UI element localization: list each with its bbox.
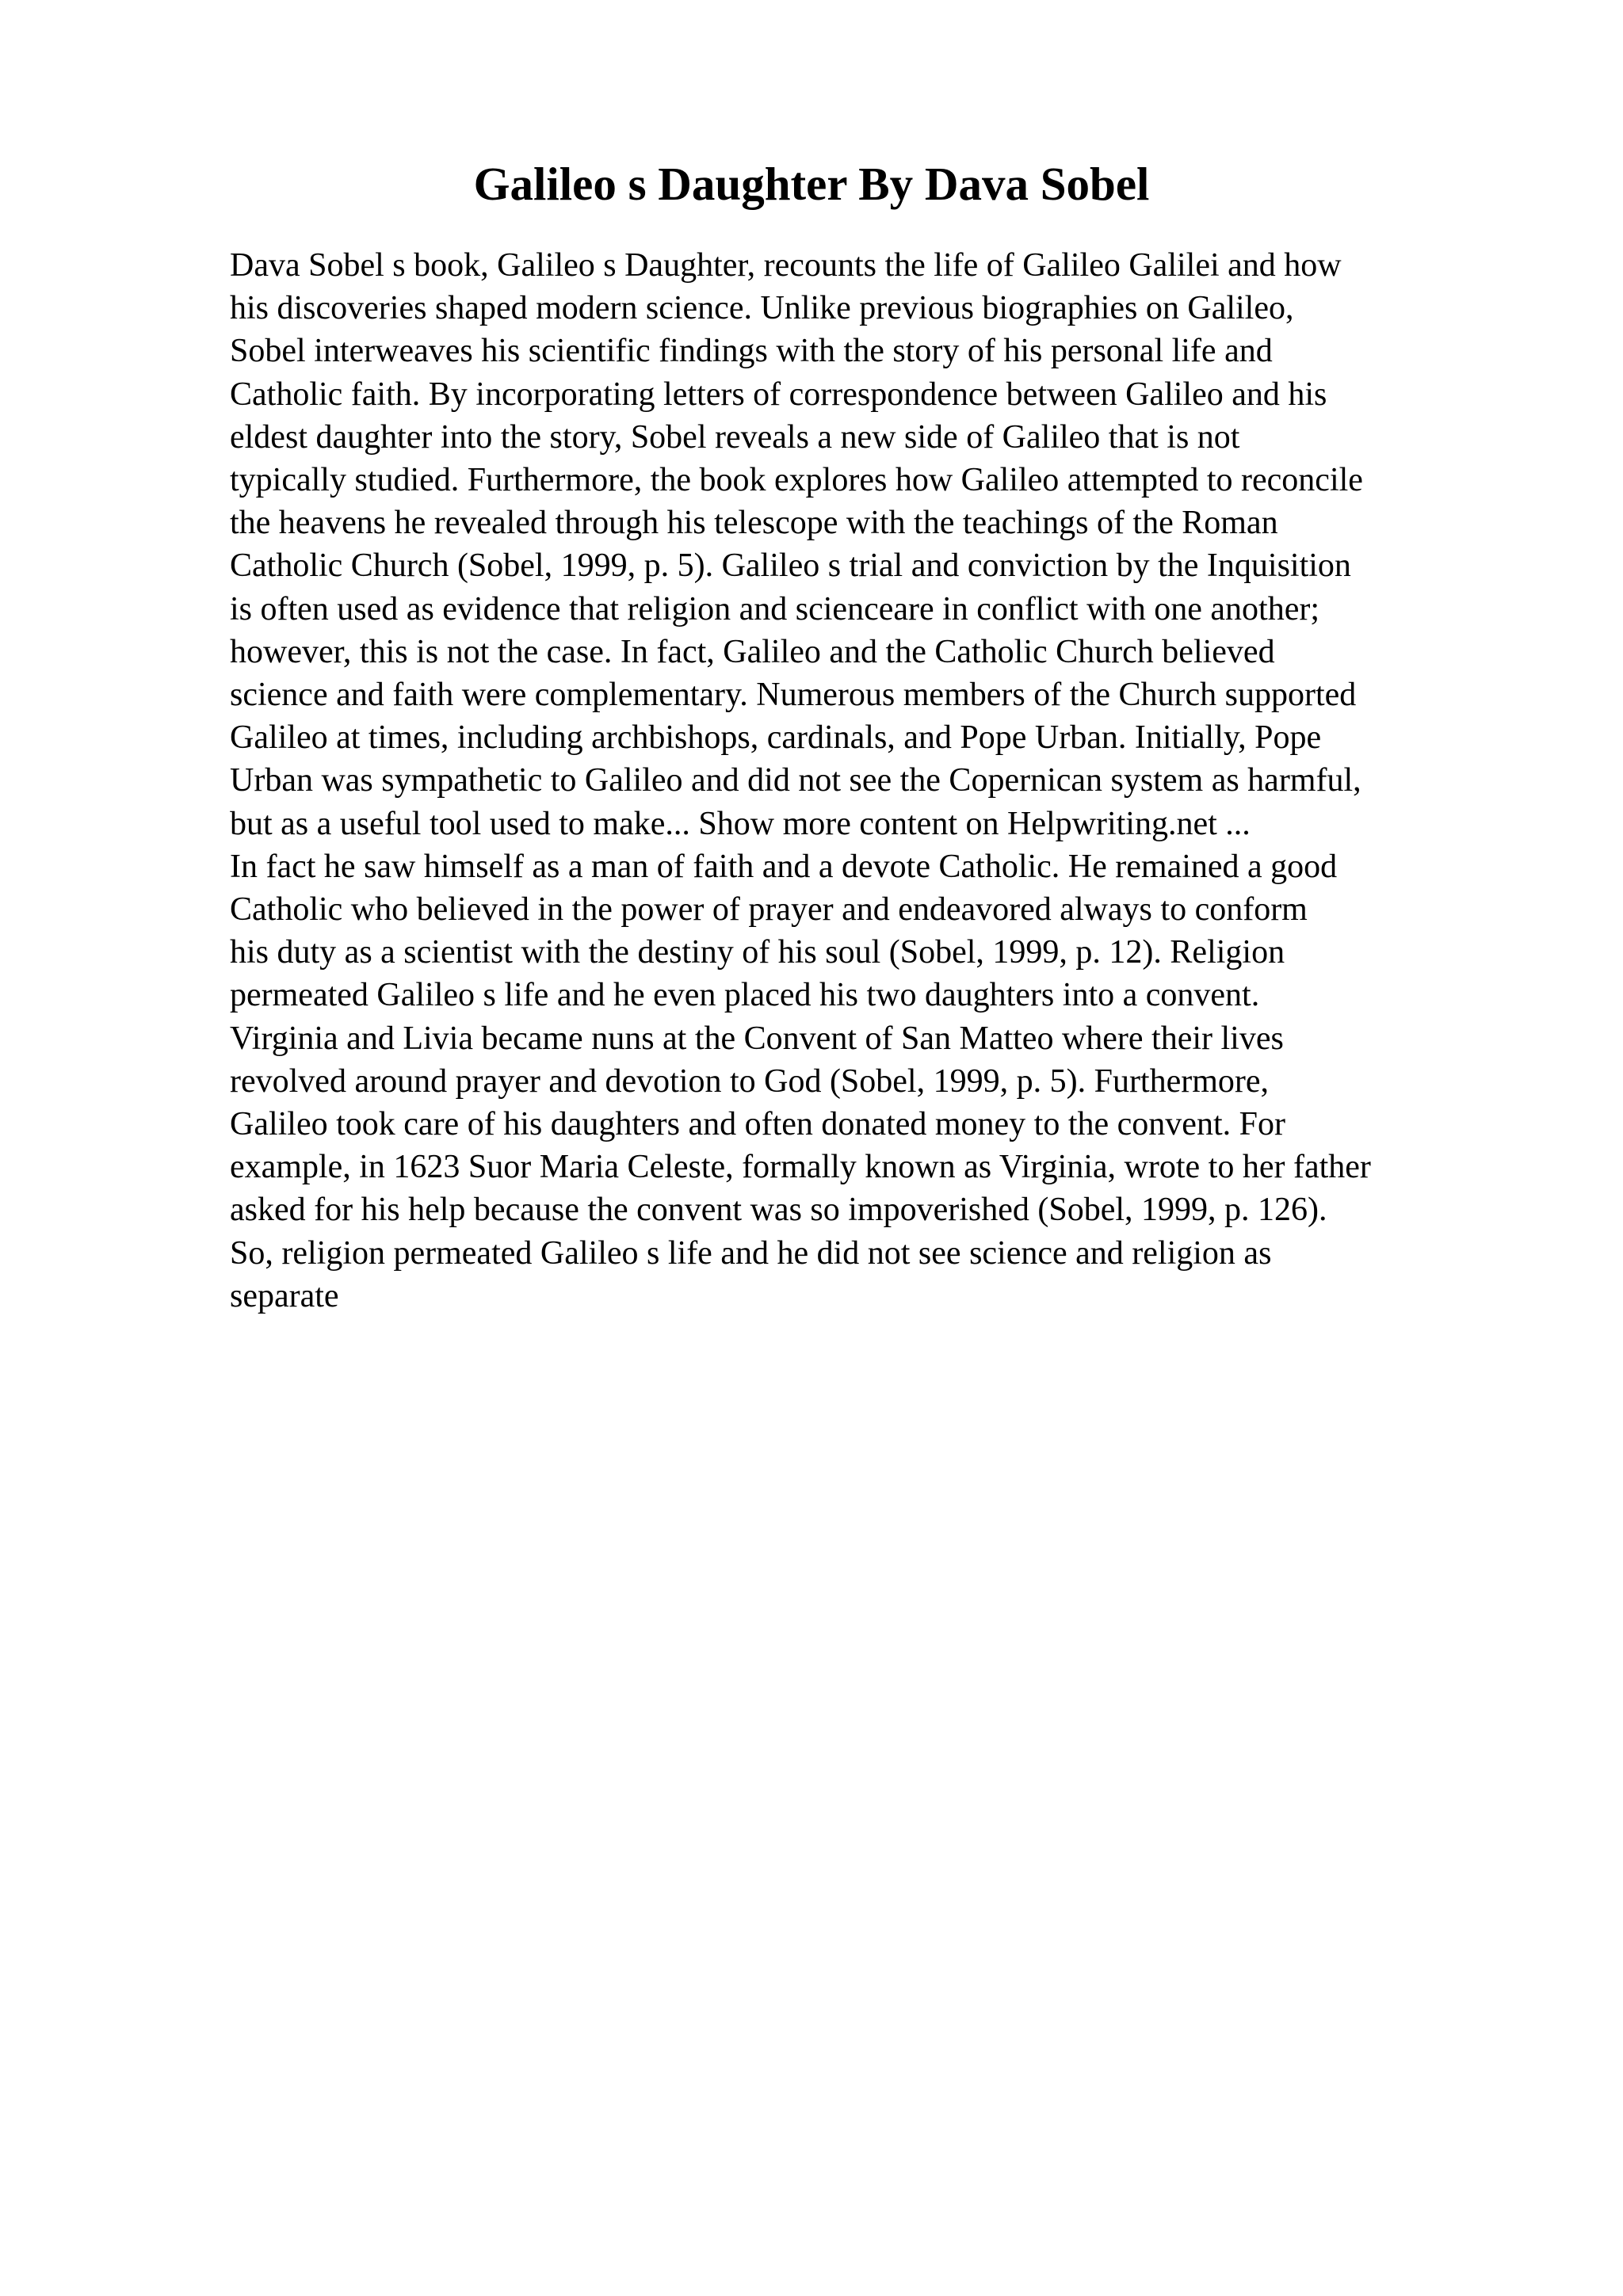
body-line: separate xyxy=(230,1277,339,1314)
body-line: So, religion permeated Galileo s life and he did not see science and religion as xyxy=(230,1234,1272,1272)
body-line: Catholic Church (Sobel, 1999, p. 5). Galileo s trial and conviction by the Inquisition xyxy=(230,547,1351,585)
body-line: Galileo at times, including archbishops, cardinals, and Pope Urban. Initially, Pope xyxy=(230,719,1322,757)
body-line: Urban was sympathetic to Galileo and did not see the Copernican system as harmful, xyxy=(230,762,1361,799)
body-line: asked for his help because the convent was so impoverished (Sobel, 1999, p. 126). xyxy=(230,1192,1327,1229)
body-line: Catholic faith. By incorporating letters of correspondence between Galileo and his xyxy=(230,376,1327,413)
body-line: permeated Galileo s life and he even placed his two daughters into a convent. xyxy=(230,977,1260,1014)
body-line: Galileo took care of his daughters and often donated money to the convent. For xyxy=(230,1106,1285,1143)
body-line: Dava Sobel s book, Galileo s Daughter, recounts the life of Galileo Galilei and how xyxy=(230,247,1342,284)
body-line: Virginia and Livia became nuns at the Convent of San Matteo where their lives xyxy=(230,1020,1284,1057)
document-body xyxy=(230,244,1498,1318)
body-line: his discoveries shaped modern science. Unlike previous biographies on Galileo, xyxy=(230,290,1294,327)
body-line: is often used as evidence that religion and scienceare in conflict with one another; xyxy=(230,590,1319,627)
body-line: revolved around prayer and devotion to God (Sobel, 1999, p. 5). Furthermore, xyxy=(230,1062,1270,1100)
body-line: typically studied. Furthermore, the book explores how Galileo attempted to reconcile xyxy=(230,462,1363,499)
body-line: his duty as a scientist with the destiny of his soul (Sobel, 1999, p. 12). Religion xyxy=(230,934,1285,971)
body-line: Sobel interweaves his scientific findings with the story of his personal life and xyxy=(230,333,1273,370)
document-title: Galileo s Daughter By Dava Sobel xyxy=(473,158,1150,210)
body-line: however, this is not the case. In fact, Galileo and the Catholic Church believed xyxy=(230,633,1275,670)
body-line: science and faith were complementary. Numerous members of the Church supported xyxy=(230,677,1357,714)
body-line: the heavens he revealed through his telescope with the teachings of the Roman xyxy=(230,505,1278,542)
body-line: but as a useful tool used to make... Show more content on Helpwriting.net ... xyxy=(230,805,1251,842)
body-line: Catholic who believed in the power of prayer and endeavored always to conform xyxy=(230,891,1308,929)
body-line: example, in 1623 Suor Maria Celeste, formally known as Virginia, wrote to her father xyxy=(230,1149,1371,1186)
body-line: eldest daughter into the story, Sobel reveals a new side of Galileo that is not xyxy=(230,418,1240,456)
body-line: In fact he saw himself as a man of faith and a devote Catholic. He remained a good xyxy=(230,848,1338,885)
